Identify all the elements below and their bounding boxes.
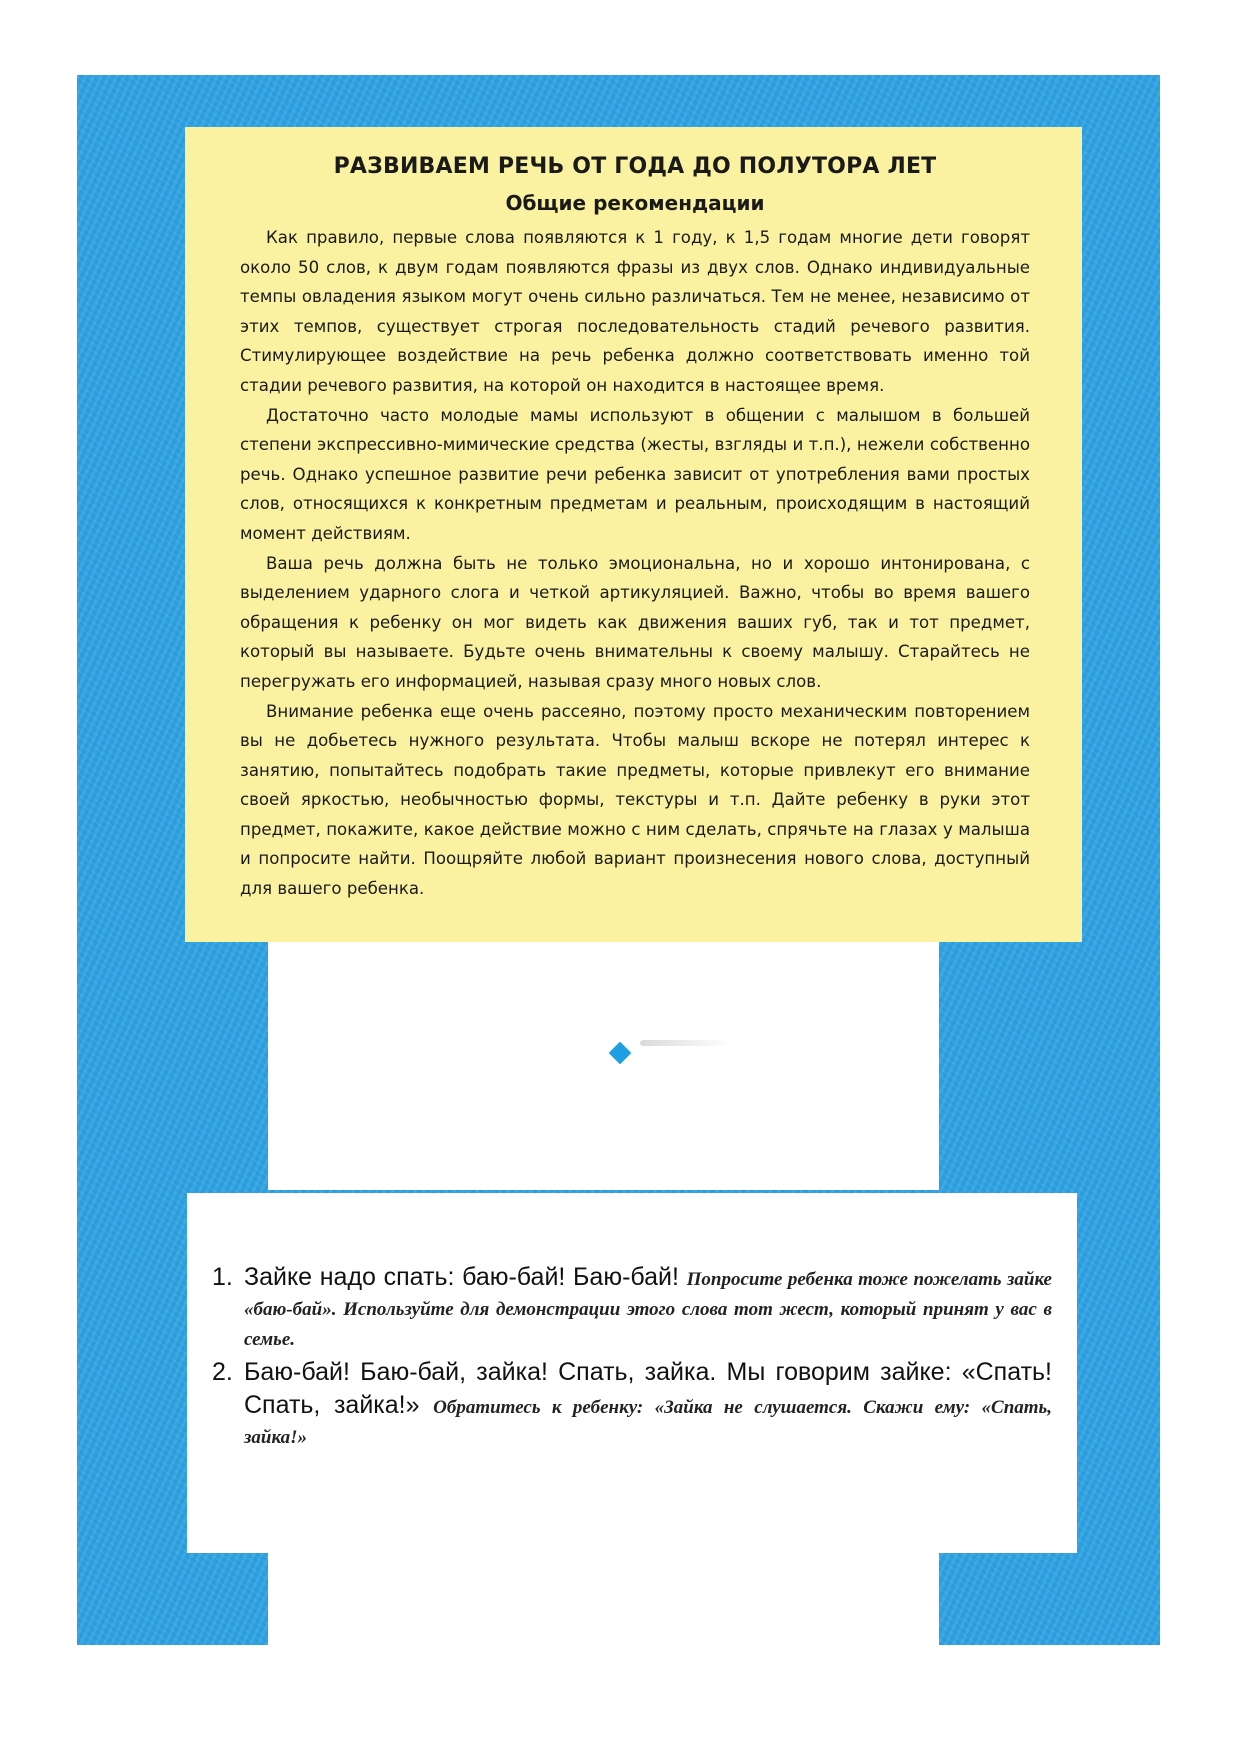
exercise-item: [212, 1262, 1052, 1355]
exercise-number: 1.: [212, 1263, 233, 1291]
paragraph: Внимание ребенка еще очень рассеяно, поэтому просто механическим повторением вы не добьетесь нужного результата. Чтобы малыш вскоре не потерял интерес к занятию, попытайтесь подобрать такие предметы, которые привлекут его внимание своей яркостью, необычностью формы, текстуры и т.п. Дайте ребенку в руки этот предмет, покажите, какое действие можно с ним сделать, спрячьте на глазах у малыша и попросите найти. Поощряйте любой вариант произнесения нового слова, доступный для вашего ребенка.: [240, 701, 1030, 899]
paragraph: Достаточно часто молодые мамы используют в общении с малышом в большей степени экспрессивно-мимические средства (жесты, взгляды и т.п.), нежели собственно речь. Однако успешное развитие речи ребенка зависит от употребления вами простых слов, относящихся к конкретным предметам и реальным, происходящим в настоящий момент действиям.: [240, 405, 1030, 543]
bottom-white-strip: [268, 1553, 939, 1645]
exercise-list: [212, 1262, 1052, 1455]
article-subtitle: Общие рекомендации: [505, 191, 765, 215]
recommendations-box: [185, 127, 1082, 942]
exercise-number: 2.: [212, 1358, 233, 1386]
exercise-note: Обратитесь к ребенку: «Зайка не слушается. Скажи ему: «Спать, зайка!»: [244, 1397, 1052, 1448]
exercise-phrase: Баю-бай! Баю-бай, зайка! Спать, зайка. Мы говорим зайке: «Спать! Спать, зайка!»: [244, 1358, 1052, 1419]
paragraph: Ваша речь должна быть не только эмоциональна, но и хорошо интонирована, с выделением ударного слога и четкой артикуляцией. Важно, чтобы во время вашего обращения к ребенку он мог видеть как движения ваших губ, так и тот предмет, который вы называете. Будьте очень внимательны к своему малышу. Старайтесь не перегружать его информацией, называя сразу много новых слов.: [240, 553, 1030, 691]
illustration-area: [268, 942, 939, 1190]
exercise-item: [212, 1357, 1052, 1453]
scan-smudge: [640, 1040, 732, 1046]
article-title: РАЗВИВАЕМ РЕЧЬ ОТ ГОДА ДО ПОЛУТОРА ЛЕТ: [333, 154, 937, 179]
exercise-note: Попросите ребенка тоже пожелать зайке «баю-бай». Используйте для демонстрации этого слова тот жест, который принят у вас в семье.: [244, 1269, 1052, 1350]
paragraph: Как правило, первые слова появляются к 1 году, к 1,5 годам многие дети говорят около 50 слов, к двум годам появляются фразы из двух слов. Однако индивидуальные темпы овладения языком могут очень сильно различаться. Тем не менее, независимо от этих темпов, существует строгая последовательность стадий речевого развития. Стимулирующее воздействие на речь ребенка должно соответствовать именно той стадии речевого развития, на которой он находится в настоящее время.: [240, 228, 1030, 395]
exercise-phrase: Зайке надо спать: баю-бай! Баю-бай!: [244, 1263, 687, 1291]
